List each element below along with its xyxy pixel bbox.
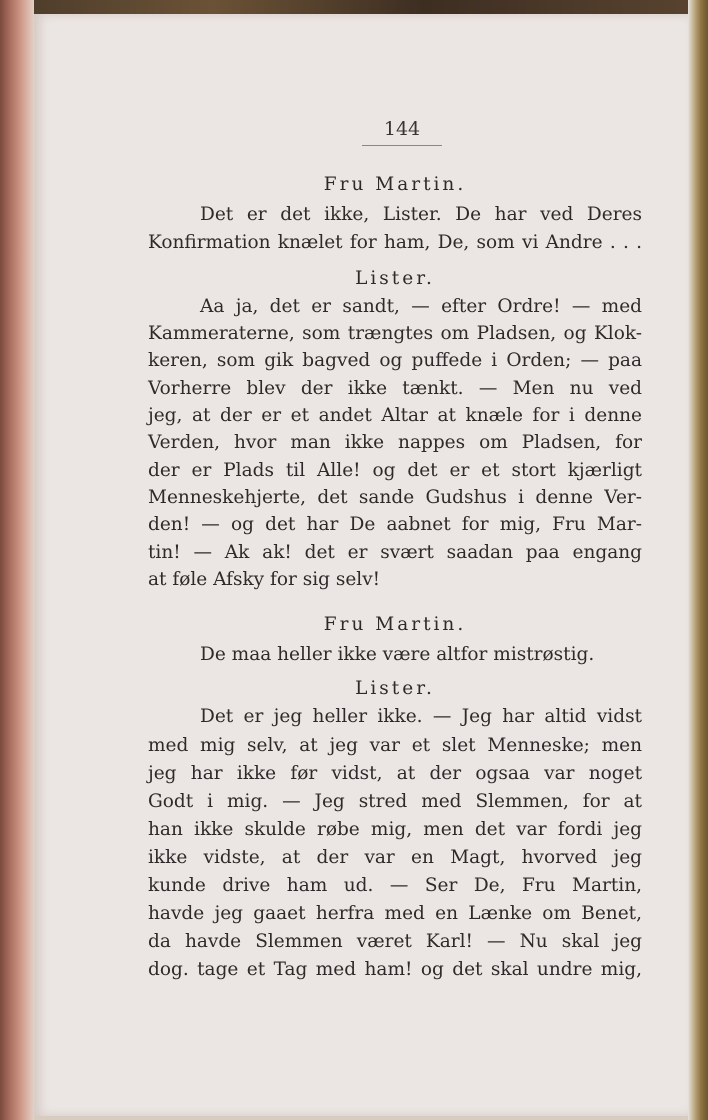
text-line: Kammeraterne, som trængtes om Pladsen, og Klok- [148,323,642,344]
text-line: kunde drive ham ud. — Ser De, Fru Martin, [148,875,642,896]
text-line: ikke vidste, at der var en Magt, hvorved jeg [148,847,642,868]
text-line: han ikke skulde røbe mig, men det var fordi jeg [148,819,642,840]
text-line: at føle Afsky for sig selv! [148,569,381,590]
page-right-edge [688,0,708,1120]
text-line: Godt i mig. — Jeg stred med Slemmen, for at [148,791,642,812]
text-line: havde jeg gaaet herfra med en Lænke om Benet, [148,903,642,924]
speaker-heading: Lister. [355,678,435,699]
speaker-heading: Fru Martin. [323,174,467,195]
text-line: Verden, hvor man ikke nappes om Pladsen, for [148,432,642,453]
text-line: Det er det ikke, Lister. De har ved Deres [200,204,642,225]
text-line: dog. tage et Tag med ham! og det skal undre mig, [148,959,642,980]
text-line: Vorherre blev der ikke tænkt. — Men nu ved [148,378,642,399]
text-line: jeg, at der er et andet Altar at knæle for i denne [148,405,642,426]
text-line: tin! — Ak ak! det er svært saadan paa engang [148,542,642,563]
text-line: der er Plads til Alle! og det er et stort kjærligt [148,460,642,481]
text-line: Aa ja, det er sandt, — efter Ordre! — med [200,296,642,317]
text-line: keren, som gik bagved og puffede i Orden; — paa [148,350,642,371]
speaker-heading: Fru Martin. [323,614,467,635]
book-spine [0,0,34,1120]
text-line: da havde Slemmen været Karl! — Nu skal jeg [148,931,642,952]
text-line: De maa heller ikke være altfor mistrøstig. [200,644,595,665]
text-line: Menneskehjerte, det sande Gudshus i denne Ver- [148,487,642,508]
text-line: med mig selv, at jeg var et slet Menneske; men [148,735,642,756]
speaker-heading: Lister. [355,268,435,289]
text-line: Det er jeg heller ikke. — Jeg har altid vidst [200,706,642,727]
text-line: Konfirmation knælet for ham, De, som vi Andre . . . [148,232,642,253]
text-line: den! — og det har De aabnet for mig, Fru Mar- [148,514,642,535]
page-number: 144 [383,118,421,140]
text-line: jeg har ikke før vidst, at der ogsaa var noget [148,763,642,784]
page-number-rule [362,145,442,146]
